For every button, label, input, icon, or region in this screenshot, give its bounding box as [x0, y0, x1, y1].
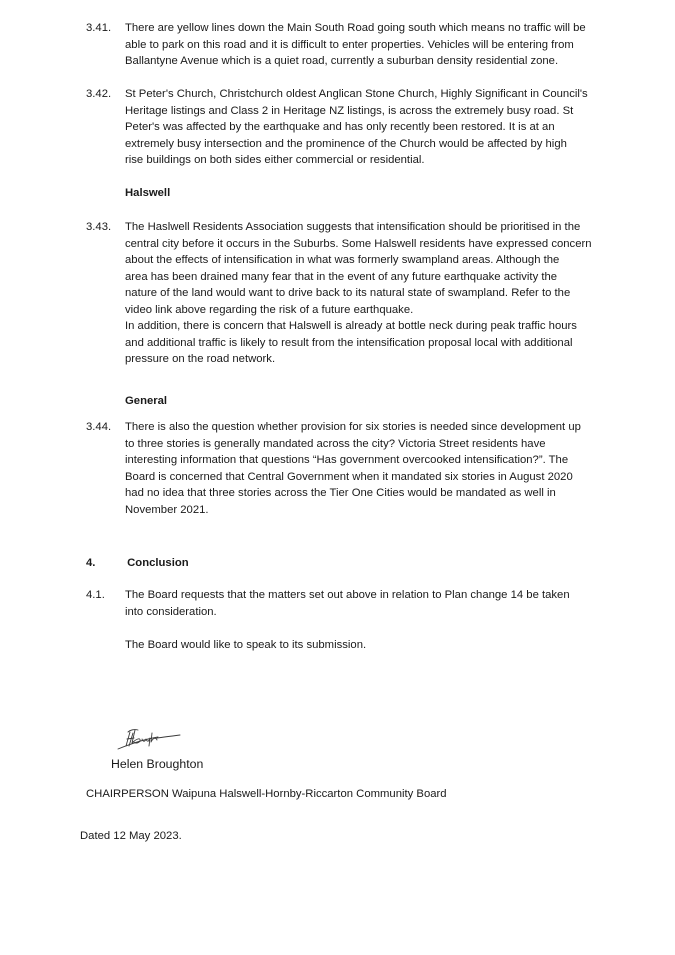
paragraph-3-42 — [86, 86, 606, 169]
text-line: St Peter's Church, Christchurch oldest Anglican Stone Church, Highly Significant in Council's — [125, 88, 588, 100]
subheading-halswell: Halswell — [125, 187, 171, 199]
text-line: and additional traffic is likely to result from the intensification proposal local with additional — [125, 336, 573, 349]
paragraph-text — [125, 86, 595, 169]
section-heading-conclusion — [86, 555, 189, 572]
text-line: about the effects of intensification in what was formerly swampland areas. Although the — [125, 254, 560, 266]
section-title: Conclusion — [127, 557, 189, 569]
text-line: The Haslwell Residents Association suggests that intensification should be prioritised in the — [125, 221, 581, 233]
text-line: Peter's was affected by the earthquake and has only recently been restored. It is at an — [125, 121, 555, 133]
paragraph-number: 4.1. — [86, 589, 105, 601]
text-line: extremely busy intersection and the prominence of the Church would be affected by high — [125, 137, 567, 150]
paragraph-number: 3.42. — [86, 88, 112, 100]
speak-statement: The Board would like to speak to its submission. — [125, 639, 367, 651]
text-line: interesting information that questions “Has government overcooked intensification?”. The — [125, 454, 569, 466]
section-number: 4. — [86, 557, 96, 569]
text-line: video link above regarding the risk of a future earthquake. — [125, 303, 414, 316]
date-line: Dated 12 May 2023. — [80, 830, 182, 842]
text-line: November 2021. — [125, 503, 209, 516]
text-line: Board is concerned that Central Government when it mandated six stories in August 2020 — [125, 470, 573, 483]
signatory-title: CHAIRPERSON Waipuna Halswell-Hornby-Riccarton Community Board — [86, 788, 447, 800]
text-line: into consideration. — [125, 605, 217, 618]
paragraph-text — [125, 587, 595, 620]
subheading-general: General — [125, 395, 168, 407]
text-line: area has been drained many fear that in the event of any future earthquake activity the — [125, 270, 558, 283]
paragraph-text — [125, 219, 595, 368]
paragraph-text — [125, 419, 595, 518]
paragraph-3-44 — [86, 419, 606, 518]
paragraph-number: 3.43. — [86, 221, 112, 233]
text-line: central city before it occurs in the Suburbs. Some Halswell residents have expressed concern — [125, 237, 592, 250]
text-line: There is also the question whether provision for six stories is needed since development up — [125, 421, 581, 433]
text-line: Ballantyne Avenue which is a quiet road, currently a suburban density residential zone. — [125, 55, 559, 67]
text-line: to three stories is generally mandated across the city? Victoria Street residents have — [125, 437, 546, 450]
paragraph-text — [125, 20, 595, 70]
signature-image — [116, 724, 186, 754]
text-line: The Board requests that the matters set out above in relation to Plan change 14 be taken — [125, 589, 570, 601]
paragraph-3-43 — [86, 219, 606, 368]
text-line: In addition, there is concern that Halswell is already at bottle neck during peak traffic hours — [125, 320, 577, 332]
text-line: able to park on this road and it is difficult to enter properties. Vehicles will be entering from — [125, 38, 574, 51]
text-line: nature of the land would want to drive back to its natural state of swampland. Refer to the — [125, 287, 571, 299]
paragraph-number: 3.41. — [86, 22, 112, 34]
paragraph-3-41 — [86, 20, 606, 70]
text-line: There are yellow lines down the Main South Road going south which means no traffic will be — [125, 22, 586, 34]
paragraph-number: 3.44. — [86, 421, 112, 433]
paragraph-4-1 — [86, 587, 606, 620]
text-line: Heritage listings and Class 2 in Heritage NZ listings, is across the extremely busy road. St — [125, 104, 574, 117]
text-line: had no idea that three stories across the Tier One Cities would be mandated as well in — [125, 487, 556, 499]
text-line: rise buildings on both sides either commercial or residential. — [125, 154, 425, 166]
signatory-name: Helen Broughton — [111, 757, 204, 771]
text-line: pressure on the road network. — [125, 353, 276, 365]
